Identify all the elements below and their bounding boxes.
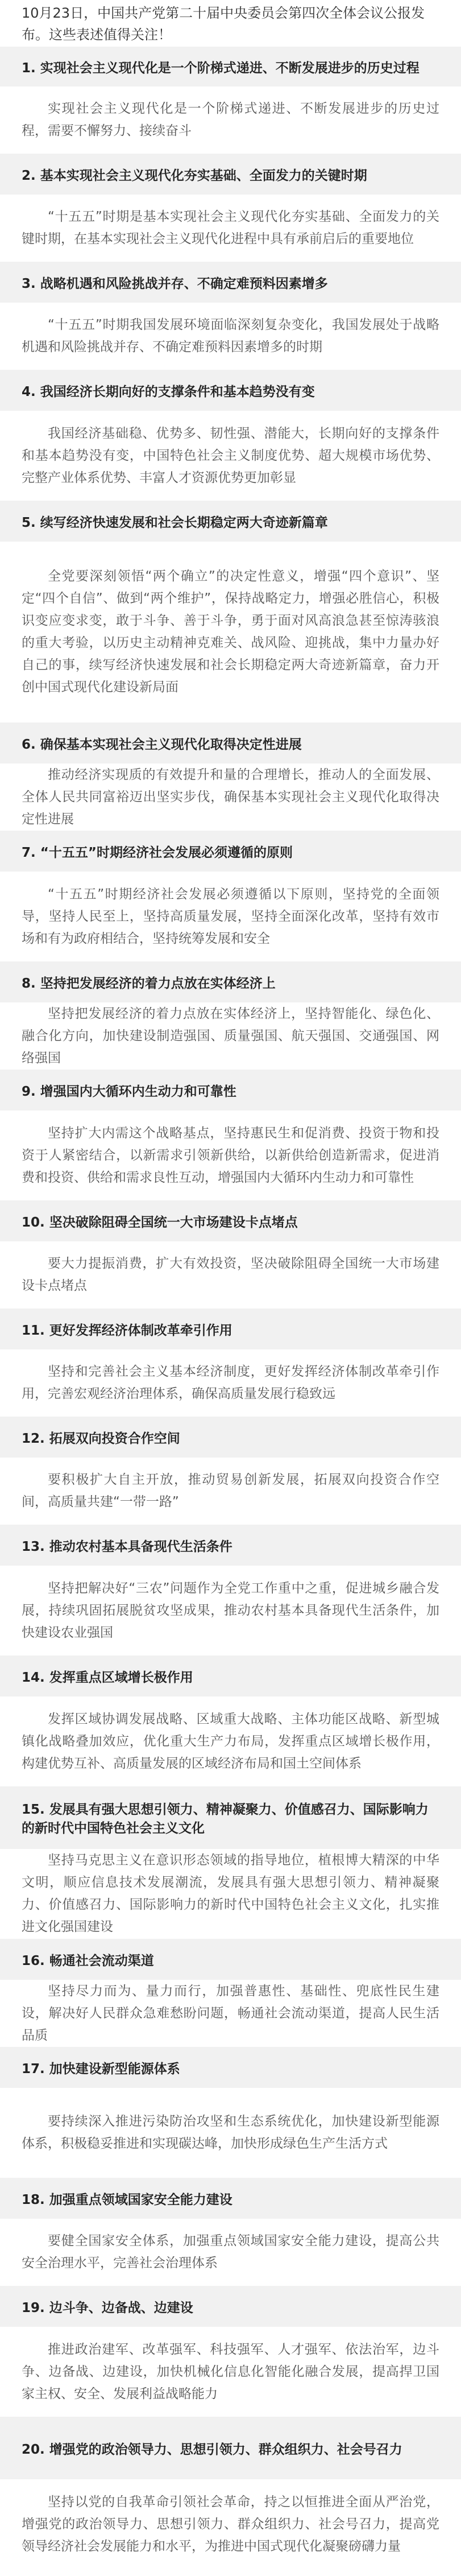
section-body-text: “十五五”时期经济社会发展必须遵循以下原则，坚持党的全面领导，坚持人民至上，坚持高质量发展，坚持全面深化改革，坚持有效市场和有为政府相结合，坚持统筹发展和安全 [22,886,439,946]
section-title [0,723,461,763]
section-title-text: 2. 基本实现社会主义现代化夯实基础、全面发力的关键时期 [22,168,367,183]
section-2 [0,154,461,262]
section-title [0,1939,461,1980]
section-title-text: 11. 更好发挥经济体制改革牵引作用 [22,1323,232,1338]
section-title-text: 10. 坚决破除阻碍全国统一大市场建设卡点堵点 [22,1215,298,1230]
section-body-text: 坚持马克思主义在意识形态领域的指导地位，植根博大精深的中华文明，顺应信息技术发展潮流，发展具有强大思想引领力、精神凝聚力、价值感召力、国际影响力的新时代中国特色社会主义文化，扎实推进文化强国建设 [22,1853,439,1934]
section-body [0,1566,461,1656]
section-body [0,1458,461,1525]
section-body-text: 坚持以党的自我革命引领社会革命，持之以恒推进全面从严治党，增强党的政治领导力、思想引领力、群众组织力、社会号召力，提高党领导经济社会发展能力和水平，为推进中国式现代化凝聚磅礴力量 [22,2494,439,2554]
section-title [0,154,461,195]
section-body [0,2219,461,2286]
section-5 [0,501,461,723]
section-18 [0,2178,461,2286]
section-body-text: 坚持尽力而为、量力而行，加强普惠性、基础性、兜底性民生建设，解决好人民群众急难愁盼问题，畅通社会流动渠道，提高人民生活品质 [22,1983,439,2043]
section-title [0,2417,461,2479]
section-body-text: 坚持和完善社会主义基本经济制度，更好发挥经济体制改革牵引作用，完善宏观经济治理体系，确保高质量发展行稳致远 [22,1364,439,1401]
section-body [0,1980,461,2047]
section-body-text: 要大力提振消费，扩大有效投资，坚决破除阻碍全国统一大市场建设卡点堵点 [22,1256,439,1293]
section-title [0,2286,461,2327]
section-body-text: 发挥区域协调发展战略、区域重大战略、主体功能区战略、新型城镇化战略叠加效应，优化重大生产力布局，发挥重点区域增长极作用，构建优势互补、高质量发展的区域经济布局和国土空间体系 [22,1711,439,1771]
section-body-text: 要积极扩大自主开放，推动贸易创新发展，拓展双向投资合作空间，高质量共建“一带一路” [22,1472,439,1509]
section-7 [0,831,461,961]
section-title [0,501,461,542]
section-title [0,1308,461,1349]
section-body-text: 我国经济基础稳、优势多、韧性强、潜能大，长期向好的支撑条件和基本趋势没有变，中国特色社会主义制度优势、超大规模市场优势、完整产业体系优势、丰富人才资源优势更加彰显 [22,426,439,485]
section-6 [0,723,461,831]
section-body [0,1849,461,1939]
section-body-text: 实现社会主义现代化是一个阶梯式递进、不断发展进步的历史过程，需要不懈努力、接续奋斗 [22,101,439,138]
section-body [0,1696,461,1786]
section-body [0,1002,461,1070]
section-body-text: 坚持把解决好“三农”问题作为全党工作重中之重，促进城乡融合发展，持续巩固拓展脱贫攻坚成果，推动农村基本具备现代生活条件，加快建设农业强国 [22,1580,439,1640]
section-16 [0,1939,461,2047]
section-9 [0,1070,461,1200]
section-8 [0,961,461,1070]
section-body-text: 坚持把发展经济的着力点放在实体经济上，坚持智能化、绿色化、融合化方向，加快建设制造强国、质量强国、航天强国、交通强国、网络强国 [22,1006,439,1066]
section-17 [0,2047,461,2178]
section-title [0,1786,461,1849]
section-body-text: 要健全国家安全体系，加强重点领域国家安全能力建设，提高公共安全治理水平，完善社会治理体系 [22,2234,439,2270]
section-title [0,1417,461,1458]
section-body-text: 推进政治建军、改革强军、科技强军、人才强军、依法治军，边斗争、边备战、边建设，加快机械化信息化智能化融合发展，提高捍卫国家主权、安全、发展利益战略能力 [22,2342,439,2401]
section-3 [0,262,461,370]
section-title-text: 16. 畅通社会流动渠道 [22,1953,154,1968]
section-title-text: 15. 发展具有强大思想引领力、精神凝聚力、价值感召力、国际影响力的新时代中国特色社会主义文化 [22,1802,429,1836]
section-list [0,47,461,2569]
section-body [0,411,461,501]
section-title [0,831,461,872]
section-11 [0,1308,461,1417]
section-title [0,2047,461,2088]
section-title-text: 7. “十五五”时期经济社会发展必须遵循的原则 [22,845,293,860]
section-4 [0,370,461,501]
section-title-text: 18. 加强重点领域国家安全能力建设 [22,2192,232,2207]
section-body [0,542,461,723]
section-title [0,47,461,86]
section-title-text: 1. 实现社会主义现代化是一个阶梯式递进、不断发展进步的历史过程 [22,60,420,76]
section-body [0,1111,461,1200]
section-body-text: “十五五”时期是基本实现社会主义现代化夯实基础、全面发力的关键时期，在基本实现社会主义现代化进程中具有承前启后的重要地位 [22,209,439,246]
section-title-text: 14. 发挥重点区域增长极作用 [22,1670,193,1685]
section-20 [0,2417,461,2569]
section-title-text: 5. 续写经济快速发展和社会长期稳定两大奇迹新篇章 [22,515,328,530]
intro-paragraph: 10月23日，中国共产党第二十届中央委员会第四次全体会议公报发布。这些表述值得关注！ [22,5,425,43]
section-body [0,1241,461,1308]
section-body [0,86,461,154]
section-1 [0,47,461,154]
section-body-text: 要持续深入推进污染防治攻坚和生态系统优化，加快建设新型能源体系，积极稳妥推进和实现碳达峰，加快形成绿色生产生活方式 [22,2114,439,2151]
section-title-text: 19. 边斗争、边备战、边建设 [22,2300,193,2315]
section-body [0,2088,461,2178]
section-title-text: 20. 增强党的政治领导力、思想引领力、群众组织力、社会号召力 [22,2442,402,2457]
section-12 [0,1417,461,1525]
section-title [0,1656,461,1696]
section-title-text: 12. 拓展双向投资合作空间 [22,1431,180,1446]
section-body [0,872,461,961]
section-body-text: 全党要深刻领悟“两个确立”的决定性意义，增强“四个意识”、坚定“四个自信”、做到“两个维护”，保持战略定力，增强必胜信心，积极识变应变求变，敢于斗争、善于斗争，勇于面对风高浪急甚至惊涛骇浪的重大考验，以历史主动精神克难关、战风险、迎挑战，集中力量办好自己的事，续写经济快速发展和社会长期稳定两大奇迹新篇章，奋力开创中国式现代化建设新局面 [22,569,439,695]
section-title [0,262,461,303]
section-title-text: 13. 推动农村基本具备现代生活条件 [22,1539,232,1554]
section-body [0,195,461,262]
section-title [0,370,461,411]
section-title-text: 8. 坚持把发展经济的着力点放在实体经济上 [22,976,276,991]
section-title-text: 9. 增强国内大循环内生动力和可靠性 [22,1084,236,1099]
section-body-text: “十五五”时期我国发展环境面临深刻复杂变化，我国发展处于战略机遇和风险挑战并存、不确定难预料因素增多的时期 [22,317,439,354]
section-body [0,1349,461,1417]
section-title-text: 4. 我国经济长期向好的支撑条件和基本趋势没有变 [22,384,315,399]
section-title [0,1070,461,1111]
section-19 [0,2286,461,2417]
section-title [0,2178,461,2219]
section-body-text: 坚持扩大内需这个战略基点，坚持惠民生和促消费、投资于物和投资于人紧密结合，以新需求引领新供给，以新供给创造新需求，促进消费和投资、供给和需求良性互动，增强国内大循环内生动力和可靠性 [22,1125,439,1185]
section-title-text: 6. 确保基本实现社会主义现代化取得决定性进展 [22,737,302,752]
section-title-text: 17. 加快建设新型能源体系 [22,2061,180,2077]
section-title-text: 3. 战略机遇和风险挑战并存、不确定难预料因素增多 [22,276,328,291]
section-title [0,961,461,1002]
section-title [0,1525,461,1566]
section-15 [0,1786,461,1939]
section-13 [0,1525,461,1656]
section-body [0,303,461,370]
section-14 [0,1656,461,1786]
section-body-text: 推动经济实现质的有效提升和量的合理增长，推动人的全面发展、全体人民共同富裕迈出坚实步伐，确保基本实现社会主义现代化取得决定性进展 [22,767,439,827]
section-body [0,2479,461,2569]
section-title [0,1200,461,1241]
section-body [0,2327,461,2417]
section-body [0,763,461,831]
section-10 [0,1200,461,1308]
